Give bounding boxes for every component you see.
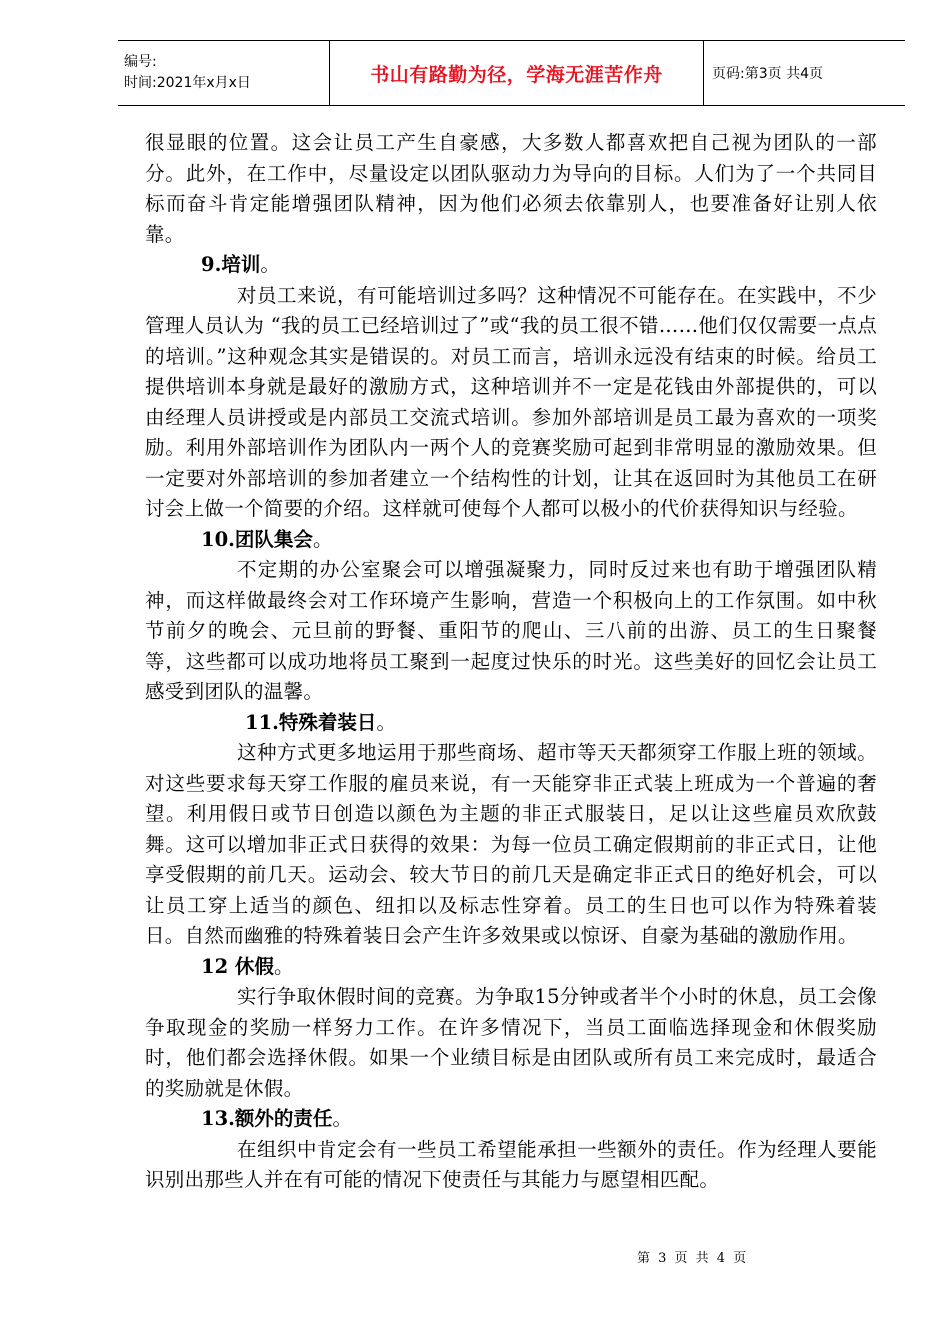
- section-heading-punct: 。: [260, 253, 280, 276]
- body-paragraph: 对员工来说，有可能培训过多吗？这种情况不可能存在。在实践中，不少管理人员认为 “我的员工已经培训过了”或“我的员工很不错……他们仅仅需要一点点的培训。”这种观念其实是错误的。对员工而言，培训永远没有结束的时候。给员工提供培训本身就是最好的激励方式，这种培训并不一定是花钱由外部提供的，可以由经理人员讲授或是内部员工交流式培训。参加外部培训是员工最为喜欢的一项奖励。利用外部培训作为团队内一两个人的竞赛奖励可起到非常明显的激励效果。但一定要对外部培训的参加者建立一个结构性的计划，让其在返回时为其他员工在研讨会上做一个简要的介绍。这样就可使每个人都可以极小的代价获得知识与经验。: [145, 283, 877, 520]
- section-heading-text: 9.培训: [201, 253, 261, 276]
- header-meta-cell: [118, 41, 330, 106]
- body-paragraph: 在组织中肯定会有一些员工希望能承担一些额外的责任。作为经理人要能识别出那些人并在有可能的情况下使责任与其能力与愿望相匹配。: [145, 1137, 877, 1191]
- document-time-label: 时间:2021年x月x日: [124, 75, 251, 91]
- section-heading-punct: 。: [376, 710, 396, 734]
- section-heading: [145, 525, 877, 556]
- page-footer: 第 3 页 共 4 页: [637, 1251, 749, 1266]
- section-heading-punct: 。: [332, 1107, 352, 1130]
- document-body: [145, 128, 877, 1196]
- section-heading: [145, 250, 877, 281]
- section-heading-punct: 。: [312, 527, 333, 551]
- header-table: [118, 40, 905, 106]
- section-heading-punct: 。: [273, 954, 294, 978]
- section-heading: [145, 1104, 877, 1135]
- header-page-label: 页码:第3页 共4页: [704, 41, 906, 106]
- body-paragraph: 实行争取休假时间的竞赛。为争取15分钟或者半个小时的休息，员工会像争取现金的奖励一样努力工作。在许多情况下，当员工面临选择现金和休假奖励时，他们都会选择休假。如果一个业绩目标是由团队或所有员工来完成时，最适合的奖励就是休假。: [145, 985, 877, 1100]
- section-heading: [145, 952, 877, 983]
- section-heading: [145, 708, 877, 739]
- section-heading-text: 11.特殊着装日: [245, 710, 377, 734]
- document-number-label: 编号:: [124, 54, 157, 70]
- body-paragraph: 这种方式更多地运用于那些商场、超市等天天都须穿工作服上班的领域。对这些要求每天穿工作服的雇员来说，有一天能穿非正式装上班成为一个普遍的奢望。利用假日或节日创造以颜色为主题的非正式服装日，足以让这些雇员欢欣鼓舞。这可以增加非正式日获得的效果：为每一位员工确定假期前的非正式日，让他享受假期的前几天。运动会、较大节日的前几天是确定非正式日的绝好机会，可以让员工穿上适当的颜色、纽扣以及标志性穿着。员工的生日也可以作为特殊着装日。自然而幽雅的特殊着装日会产生许多效果或以惊讶、自豪为基础的激励作用。: [145, 741, 877, 947]
- section-heading-text: 10.团队集会: [201, 527, 313, 551]
- section-heading-text: 13.额外的责任: [201, 1107, 333, 1130]
- header-motto: 书山有路勤为径，学海无涯苦作舟: [330, 41, 704, 106]
- body-paragraph: 不定期的办公室聚会可以增强凝聚力，同时反过来也有助于增强团队精神，而这样做最终会对工作环境产生影响，营造一个积极向上的工作氛围。如中秋节前夕的晚会、元旦前的野餐、重阳节的爬山、三八前的出游、员工的生日聚餐等，这些都可以成功地将员工聚到一起度过快乐的时光。这些美好的回忆会让员工感受到团队的温馨。: [145, 558, 877, 703]
- body-paragraph: 很显眼的位置。这会让员工产生自豪感，大多数人都喜欢把自己视为团队的一部分。此外，在工作中，尽量设定以团队驱动力为导向的目标。人们为了一个共同目标而奋斗肯定能增强团队精神，因为他们必须去依靠别人，也要准备好让别人依靠。: [145, 131, 877, 246]
- section-heading-text: 12 休假: [201, 954, 274, 978]
